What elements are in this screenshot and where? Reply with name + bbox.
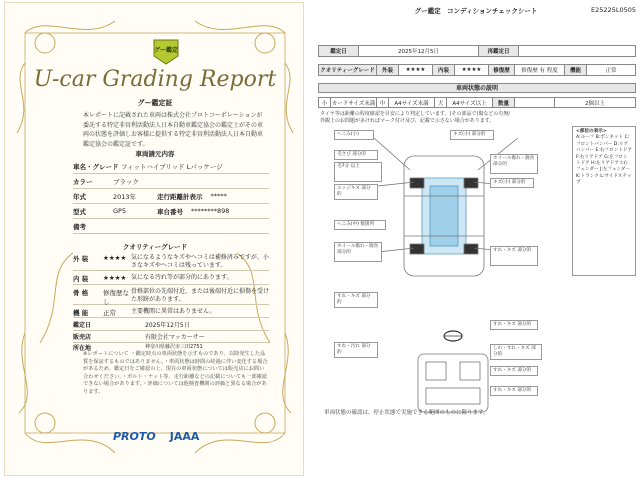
- size-note-2: 外観上のお問題が多ければマーク付け及び、記載で示さない場合があります。: [320, 118, 495, 124]
- damage-label: すれ・キズ 部分的: [334, 292, 378, 308]
- damage-label: すれ・キズ 部分的: [490, 386, 538, 396]
- grading-certificate: [4, 2, 304, 476]
- damage-label: 毛7分 以上: [334, 162, 382, 182]
- seal-icon: [151, 36, 181, 66]
- vehicle-section-title: 車両請元内容: [135, 150, 175, 158]
- damage-label: すれ・キズ 部分的: [490, 366, 538, 376]
- proto-logo: PROTO: [113, 430, 156, 443]
- certificate-subtitle: グー鑑定証: [137, 99, 173, 107]
- svg-text:グー鑑定: グー鑑定: [153, 47, 179, 54]
- inspection-date-table: 鑑定日 2025年12月5日 再鑑定日: [318, 45, 636, 57]
- grade-row-function: 機 能 正常 主要機関に異常はありません。: [73, 305, 269, 318]
- damage-label: しわ・すれ・キズ 部分的: [490, 344, 542, 360]
- damage-label: キズ(小) 部分的: [450, 130, 494, 140]
- grade-section-title: クオリティーグレード: [122, 243, 188, 251]
- sheet-code: E25225L0505: [591, 6, 636, 14]
- damage-label: 毛さび 部分的: [334, 150, 378, 160]
- damage-label: ホイール傷れ・腐食 部分的: [490, 154, 538, 174]
- condition-header: 車両状態の説明: [318, 83, 636, 93]
- vehicle-remarks-row: 備考: [73, 219, 269, 234]
- address-row: 所在地 神奈川県藤沢市三田2751: [73, 344, 203, 352]
- damage-label: すれ・汚れ 部分的: [334, 342, 378, 358]
- damage-label: すれ・キズ 部分的: [490, 246, 538, 266]
- vehicle-year-row: 年式 2013年 走行距離計表示 *****: [73, 189, 269, 204]
- vehicle-model-row: 型式 GP5 車台番号 ********898: [73, 204, 269, 219]
- sheet-footer-note: 車両状態の確認は、停止状態で実施できる範囲のものに限ります。: [324, 410, 489, 416]
- grade-row-exterior: 外 装 ★★★★ 気になるようなキズやヘコミは補修済みですが、小さなキズやヘコミは残っています。: [73, 251, 269, 271]
- damage-size-table: 小 カードサイズ未満 中 A4サイズ未満 大 A4サイズ以上 数量 2個以上: [318, 97, 636, 108]
- damage-label: キズ(小) 部分的: [490, 178, 534, 188]
- certificate-intro: 本レポートに記載された車両は株式会社プロトコーポレーションが委託する特定非営利活動法人日本自動車鑑定協会の鑑定士がその車両の状態を評価しお客様に提供する特定非営利活動法人日本自動車鑑定協会の鑑定証です。: [83, 112, 264, 148]
- logo-bar: [113, 430, 199, 443]
- damage-label: へこみ(中) 数箇所: [334, 220, 386, 230]
- vehicle-name-row: 車名・グレード フィットハイブリッド Lパッケージ: [73, 159, 269, 174]
- size-note-1: タイヤ等は距離の程度確認を目安により判定しています。(その部品で)傷などの有無/: [320, 111, 511, 117]
- dealer-row: 販売店 有限会社マッカーサー: [73, 331, 269, 343]
- quality-grade-table: クオリティーグレード 外装 ★★★★ 内装 ★★★★ 修復歴 修復歴 有 程度 機能 正常: [318, 64, 636, 76]
- grade-row-frame: 骨 格 修復歴なし 骨格部位の先端付近、または後端付近に損傷を受けた形跡があります。: [73, 285, 269, 305]
- inspection-date-row: 鑑定日 2025年12月5日: [73, 319, 269, 331]
- condition-check-sheet: [314, 2, 638, 476]
- damage-label: すれ・キズ 部分的: [490, 320, 538, 330]
- sheet-title: グー鑑定 コンディションチェックシート: [414, 7, 538, 15]
- damage-label: へこみ(小): [334, 130, 374, 140]
- damage-label: ホイール傷れ・腐食 部分的: [334, 242, 382, 262]
- damage-label: エッジキズ 部分的: [334, 184, 378, 200]
- grade-row-interior: 内 装 ★★★★ 気になる汚れ等が部分的にあります。: [73, 271, 269, 285]
- parts-legend: <部位の表示> A:ルーフ B:ボンネット C:フロントバンパー D:リアバンパー E:右フロントドア F:右リアドア G:左フロントドア H:左リアドア I:右フェンダー J:左フェンダー K:トランク L:サイドステップ: [572, 126, 636, 276]
- certificate-title: U-car Grading Report: [33, 67, 277, 92]
- vehicle-color-row: カラー ブラック: [73, 174, 269, 189]
- certificate-notes: ※レポートについて ・鑑定時点の車両状態を示すものであり、以降発生した品質を保証するものではありません。・車両状態は時間の経過に伴い変化する場合があるため、鑑定日をご確認の上、現在の車両状態については販売店にお問い合わせください。・ボルト・ナット等、走行距離などの記載についても一部確認できない場合があります。・評価については他検査機関の評価と異なる場合があります。: [83, 351, 268, 395]
- jaaa-logo: JAAA: [169, 430, 200, 443]
